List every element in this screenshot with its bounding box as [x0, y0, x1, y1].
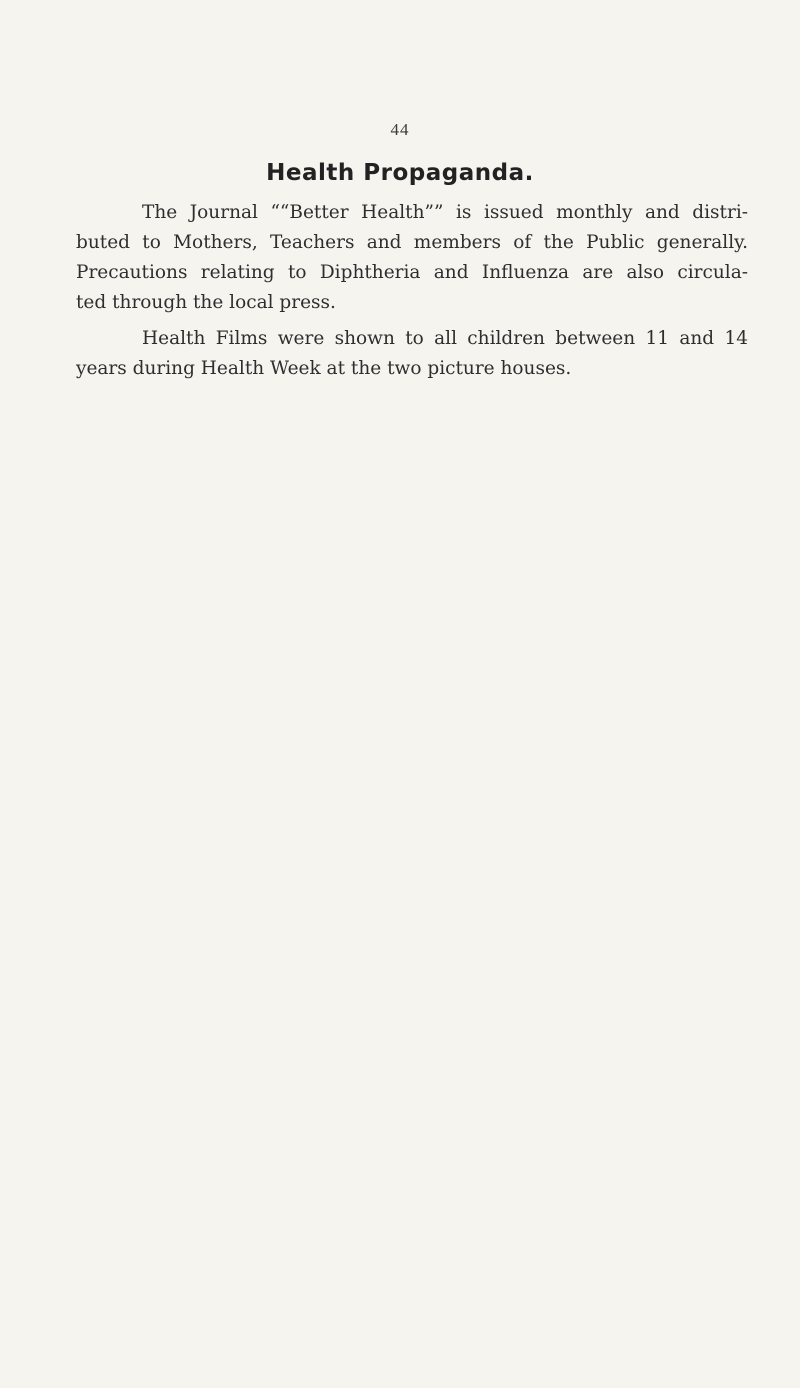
paragraph-health-films: [76, 324, 748, 384]
paragraph-line: ted through the local press.: [76, 292, 336, 313]
paragraph-line: The Journal ““Better Health”” is issued monthly and distri-: [142, 202, 748, 223]
section-heading: Health Propaganda.: [266, 160, 534, 186]
paragraph-line: buted to Mothers, Teachers and members of the Public generally.: [76, 232, 748, 253]
page-number: 44: [390, 120, 410, 139]
paragraph-line: Precautions relating to Diphtheria and Influenza are also circula-: [76, 262, 748, 283]
paragraph-line: years during Health Week at the two picture houses.: [76, 358, 572, 379]
paragraph-line: Health Films were shown to all children between 11 and 14: [142, 328, 748, 349]
paragraph-journal: [76, 198, 748, 318]
